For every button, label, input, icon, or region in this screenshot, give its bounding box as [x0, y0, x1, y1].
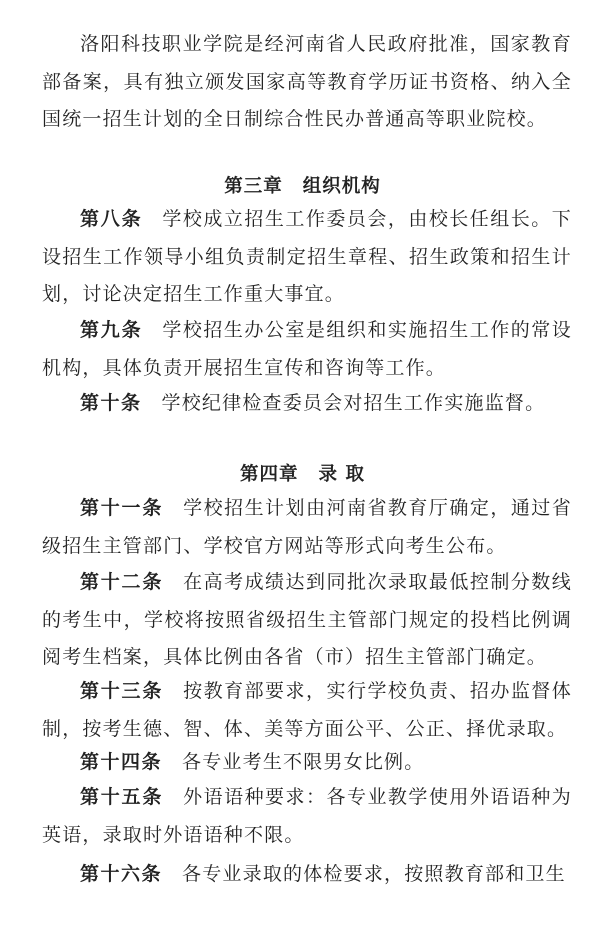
article-8-label: 第八条 — [80, 208, 143, 230]
article-14-text: 各专业考生不限男女比例。 — [182, 751, 425, 773]
article-8-text: 学校成立招生工作委员会，由校长任组长。下设招生工作领导小组负责制定招生章程、招生政策和招生计划，讨论决定招生工作重大事宜。 — [42, 208, 572, 305]
article-11-text: 学校招生计划由河南省教育厅确定，通过省级招生主管部门、学校官方网站等形式向考生公布。 — [42, 497, 572, 557]
article-16 — [42, 856, 572, 894]
article-12-label: 第十二条 — [80, 571, 164, 593]
article-12 — [42, 564, 572, 677]
article-9 — [42, 312, 572, 387]
chapter-3-heading — [0, 172, 605, 198]
article-14 — [42, 744, 572, 782]
article-15-label: 第十五条 — [80, 786, 164, 808]
chapter-4-title: 录 取 — [318, 464, 365, 485]
article-9-text: 学校招生办公室是组织和实施招生工作的常设机构，具体负责开展招生宣传和咨询等工作。 — [42, 319, 572, 379]
article-13 — [42, 673, 572, 748]
article-10-label: 第十条 — [80, 392, 142, 414]
article-10-text: 学校纪律检查委员会对招生工作实施监督。 — [161, 392, 546, 414]
chapter-3-title: 组织机构 — [302, 176, 381, 197]
intro-paragraph — [42, 26, 572, 139]
chapter-4-number: 第四章 — [240, 464, 299, 485]
article-11-label: 第十一条 — [80, 497, 164, 519]
article-15 — [42, 779, 572, 854]
article-12-text: 在高考成绩达到同批次录取最低控制分数线的考生中，学校将按照省级招生主管部门规定的投档比例调阅考生档案，具体比例由各省（市）招生主管部门确定。 — [42, 571, 572, 668]
article-9-label: 第九条 — [80, 319, 143, 341]
article-11 — [42, 490, 572, 565]
article-13-label: 第十三条 — [80, 680, 164, 702]
article-10 — [42, 385, 572, 423]
intro-text: 洛阳科技职业学院是经河南省人民政府批准，国家教育部备案，具有独立颁发国家高等教育学历证书资格、纳入全国统一招生计划的全日制综合性民办普通高等职业院校。 — [42, 33, 572, 130]
article-16-text: 各专业录取的体检要求，按照教育部和卫生 — [182, 863, 566, 885]
article-8 — [42, 201, 572, 314]
chapter-3-number: 第三章 — [224, 176, 283, 197]
article-13-text: 按教育部要求，实行学校负责、招办监督体制，按考生德、智、体、美等方面公平、公正、择优录取。 — [42, 680, 572, 740]
article-16-label: 第十六条 — [80, 863, 163, 885]
article-14-label: 第十四条 — [80, 751, 163, 773]
article-15-text: 外语语种要求：各专业教学使用外语语种为英语，录取时外语语种不限。 — [42, 786, 572, 846]
chapter-4-heading — [0, 460, 605, 486]
